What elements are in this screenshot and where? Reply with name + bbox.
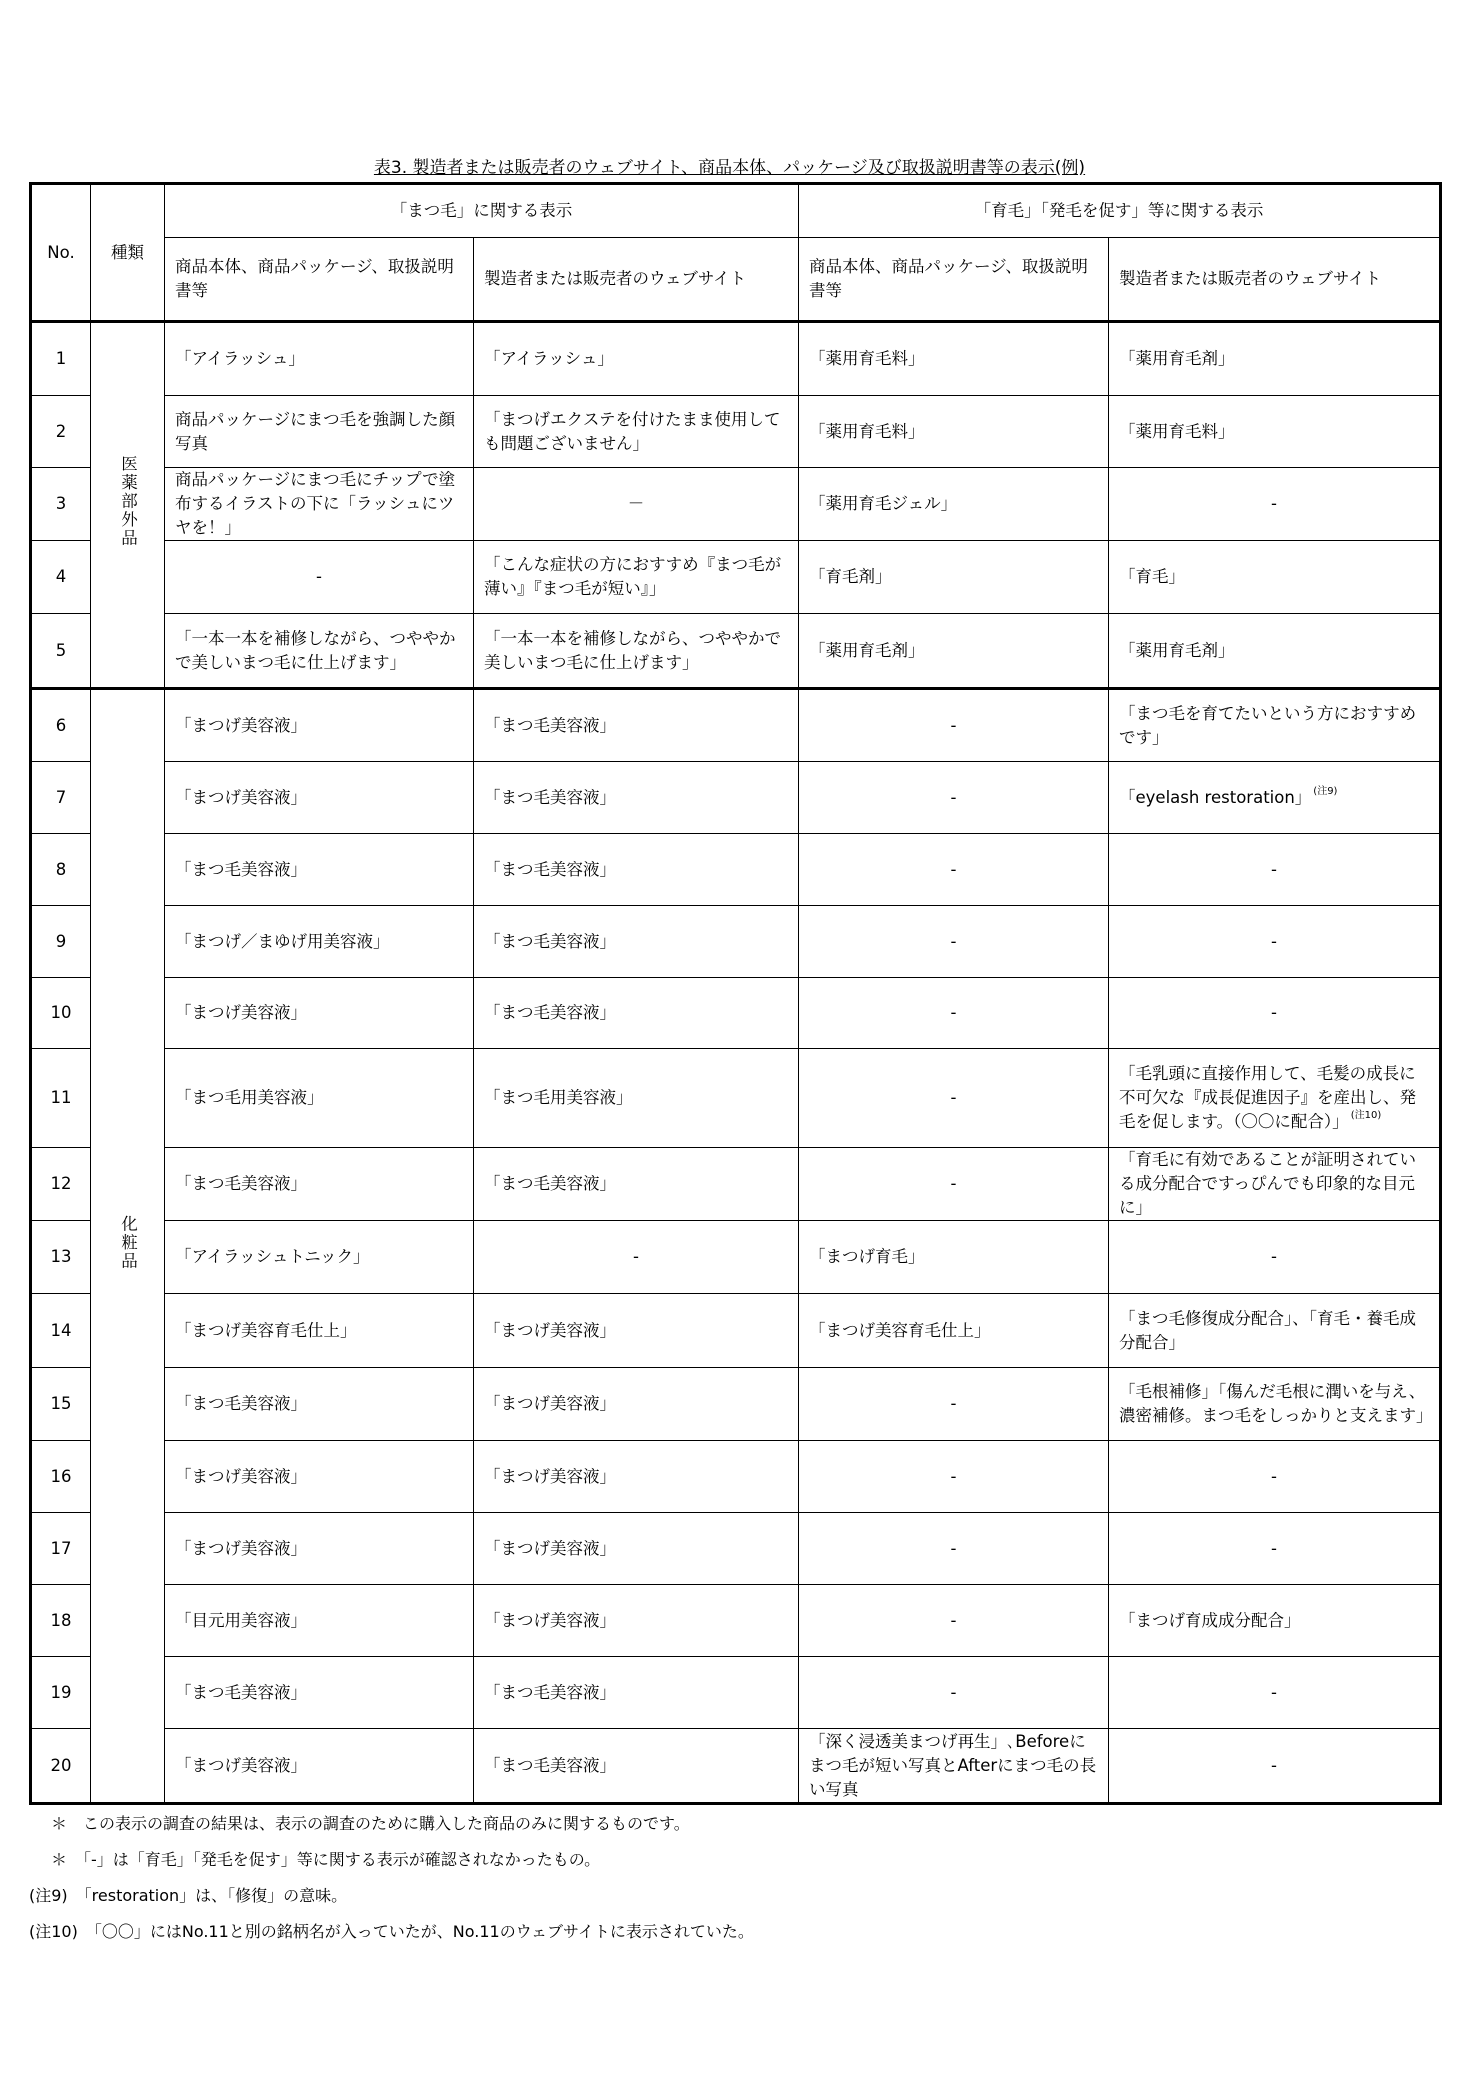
cell-text: - <box>950 1088 957 1107</box>
product-growth-cell <box>799 1729 1109 1804</box>
product-eyelash-cell <box>165 1294 474 1368</box>
website-eyelash-cell <box>474 762 799 834</box>
product-growth-cell <box>799 1585 1109 1657</box>
category-cell <box>91 689 165 1804</box>
product-growth-cell <box>799 1368 1109 1441</box>
footnotes <box>29 1806 754 1950</box>
cell-text: 「まつげ美容液」 <box>484 1466 616 1486</box>
cell-text: 「まつげ美容液」 <box>175 1466 307 1486</box>
product-growth-cell <box>799 614 1109 689</box>
table-row <box>31 468 1441 541</box>
website-eyelash-cell <box>474 1441 799 1513</box>
cell-text: - <box>1271 859 1277 879</box>
cell-text: 「まつげエクステを付けたまま使用しても問題ございません」 <box>484 409 781 453</box>
product-eyelash-cell <box>165 614 474 689</box>
product-growth-cell <box>799 834 1109 906</box>
table-body <box>31 322 1441 1804</box>
row-number: 17 <box>31 1513 91 1585</box>
product-eyelash-cell <box>165 1585 474 1657</box>
cell-text: 「まつげ育毛」 <box>809 1247 925 1266</box>
cell-text: 「アイラッシュ」 <box>484 349 614 368</box>
cell-text: 「まつ毛美容液」 <box>484 931 616 951</box>
footnote: ＊ この表示の調査の結果は、表示の調査のために購入した商品のみに関するものです。 <box>51 1814 690 1833</box>
footnote-ref: (注10) <box>1350 1110 1382 1121</box>
product-eyelash-cell <box>165 1221 474 1294</box>
cell-text: 「まつ毛用美容液」 <box>484 1088 633 1107</box>
cell-text: 「薬用育毛剤」 <box>1119 349 1235 368</box>
cell-text: 「薬用育毛料」 <box>809 349 925 368</box>
website-growth-cell <box>1109 762 1441 834</box>
cell-text: 「こんな症状の方におすすめ『まつ毛が薄い』『まつ毛が短い』」 <box>484 555 782 598</box>
website-growth-cell <box>1109 396 1441 468</box>
row-number: 16 <box>31 1441 91 1513</box>
product-eyelash-cell <box>165 1049 474 1148</box>
row-number: 11 <box>31 1049 91 1148</box>
table-row <box>31 762 1441 834</box>
website-eyelash-cell <box>474 322 799 396</box>
cell-text: 「まつげ美容液」 <box>484 1320 616 1340</box>
display-examples-table <box>29 182 1442 1805</box>
product-growth-cell <box>799 468 1109 541</box>
cell-text: 「薬用育毛剤」 <box>809 640 925 660</box>
cell-text: 「まつ毛美容液」 <box>175 1174 307 1193</box>
cell-text: 「まつ毛美容液」 <box>175 1394 307 1413</box>
cell-text: 「深く浸透美まつげ再生」､Beforeにまつ毛が短い写真とAfterにまつ毛の長い写真 <box>809 1731 1097 1799</box>
row-number: 12 <box>31 1148 91 1221</box>
cell-text: - <box>1271 1682 1277 1702</box>
cell-text: - <box>633 1247 639 1266</box>
cell-text: - <box>950 1003 957 1022</box>
row-number: 4 <box>31 541 91 614</box>
table-row <box>31 689 1441 762</box>
cell-text: 「まつげ美容液」 <box>175 1003 307 1022</box>
website-growth-cell <box>1109 322 1441 396</box>
product-eyelash-cell <box>165 978 474 1049</box>
website-growth-cell <box>1109 1148 1441 1221</box>
footnote-ref: (注9) <box>1313 785 1338 797</box>
header-eyelash-group: 「まつ毛」に関する表示 <box>165 184 799 238</box>
table-row <box>31 906 1441 978</box>
cell-text: 「目元用美容液」 <box>175 1610 307 1630</box>
cell-text: - <box>950 787 957 807</box>
table-row <box>31 1729 1441 1804</box>
cell-text: - <box>950 715 957 735</box>
row-number: 8 <box>31 834 91 906</box>
product-growth-cell <box>799 1294 1109 1368</box>
cell-text: 「まつ毛美容液」 <box>484 787 616 807</box>
website-eyelash-cell <box>474 1368 799 1441</box>
row-number: 7 <box>31 762 91 834</box>
website-eyelash-cell <box>474 396 799 468</box>
cell-text: 「まつげ美容液」 <box>484 1394 616 1413</box>
website-eyelash-cell <box>474 978 799 1049</box>
cell-text: - <box>1271 931 1277 951</box>
product-eyelash-cell <box>165 1729 474 1804</box>
cell-text: - <box>1271 1538 1277 1558</box>
cell-text: 「eyelash restoration」 <box>1119 787 1312 807</box>
website-eyelash-cell <box>474 1221 799 1294</box>
website-growth-cell <box>1109 1441 1441 1513</box>
product-growth-cell <box>799 541 1109 614</box>
table-row <box>31 1148 1441 1221</box>
product-eyelash-cell <box>165 762 474 834</box>
row-number: 20 <box>31 1729 91 1804</box>
website-eyelash-cell <box>474 1049 799 1148</box>
website-growth-cell <box>1109 614 1441 689</box>
cell-text: - <box>950 1394 957 1413</box>
website-growth-cell <box>1109 1294 1441 1368</box>
row-number: 15 <box>31 1368 91 1441</box>
website-eyelash-cell <box>474 689 799 762</box>
website-growth-cell <box>1109 978 1441 1049</box>
website-eyelash-cell <box>474 1148 799 1221</box>
website-growth-cell <box>1109 834 1441 906</box>
cell-text: - <box>1271 1755 1277 1775</box>
product-eyelash-cell <box>165 468 474 541</box>
product-eyelash-cell <box>165 1368 474 1441</box>
cell-text: - <box>950 1466 957 1486</box>
row-number: 6 <box>31 689 91 762</box>
row-number: 9 <box>31 906 91 978</box>
header-growth-group: 「育毛」「発毛を促す」等に関する表示 <box>799 184 1441 238</box>
header-website: 製造者または販売者のウェブサイト <box>474 238 799 322</box>
cell-text: - <box>950 1538 957 1558</box>
table-row <box>31 1657 1441 1729</box>
product-eyelash-cell <box>165 1513 474 1585</box>
cell-text: - <box>1271 494 1277 513</box>
header-category: 種類 <box>91 184 165 322</box>
website-growth-cell <box>1109 1657 1441 1729</box>
cell-text: 「まつげ／まゆげ用美容液」 <box>175 931 390 951</box>
cell-text: 「育毛」 <box>1119 567 1185 586</box>
product-eyelash-cell <box>165 396 474 468</box>
cell-text: - <box>316 567 322 586</box>
row-number: 5 <box>31 614 91 689</box>
product-eyelash-cell <box>165 322 474 396</box>
cell-text: 「まつ毛美容液」 <box>175 1682 307 1702</box>
website-growth-cell <box>1109 541 1441 614</box>
website-growth-cell <box>1109 1221 1441 1294</box>
cell-text: 「まつげ美容育毛仕上」 <box>175 1320 357 1340</box>
cell-text: 「まつ毛美容液」 <box>484 1174 616 1193</box>
cell-text: 「薬用育毛剤」 <box>1119 640 1235 660</box>
cell-text: 「まつげ美容液」 <box>484 1610 616 1630</box>
cell-text: 「まつ毛美容液」 <box>484 1003 616 1022</box>
website-eyelash-cell <box>474 468 799 541</box>
table-row <box>31 541 1441 614</box>
cell-text: 「薬用育毛料」 <box>809 421 925 441</box>
cell-text: 「まつ毛美容液」 <box>484 859 616 879</box>
cell-text: 「毛根補修」「傷んだ毛根に潤いを与え、濃密補修。まつ毛をしっかりと支えます」 <box>1119 1382 1433 1425</box>
cell-text: - <box>950 859 957 879</box>
product-growth-cell <box>799 1049 1109 1148</box>
table-row <box>31 1585 1441 1657</box>
cell-text: 「まつげ美容液」 <box>175 787 307 807</box>
cell-text: 「まつげ美容液」 <box>484 1538 616 1558</box>
website-eyelash-cell <box>474 1585 799 1657</box>
product-growth-cell <box>799 1148 1109 1221</box>
website-growth-cell <box>1109 1049 1441 1148</box>
table-row <box>31 614 1441 689</box>
table-row <box>31 978 1441 1049</box>
cell-text: 「アイラッシュトニック」 <box>175 1247 370 1266</box>
cell-text: 「毛乳頭に直接作用して、毛髪の成長に不可欠な『成長促進因子』を産出し、発毛を促します。（〇〇に配合）」 <box>1119 1064 1416 1131</box>
product-eyelash-cell <box>165 1657 474 1729</box>
product-growth-cell <box>799 1441 1109 1513</box>
cell-text: 「アイラッシュ」 <box>175 349 305 368</box>
cell-text: 「まつ毛美容液」 <box>484 1755 616 1775</box>
cell-text: 「育毛に有効であることが証明されている成分配合ですっぴんでも印象的な目元に」 <box>1119 1150 1416 1217</box>
product-growth-cell <box>799 762 1109 834</box>
cell-text: 商品パッケージにまつ毛にチップで塗布するイラストの下に「ラッシュにツヤを！」 <box>175 470 456 537</box>
table-row <box>31 1441 1441 1513</box>
cell-text: - <box>950 1610 957 1630</box>
header-product: 商品本体、商品パッケージ、取扱説明書等 <box>165 238 474 322</box>
cell-text: - <box>950 1174 957 1193</box>
row-number: 14 <box>31 1294 91 1368</box>
cell-text: 「まつ毛を育てたいという方におすすめです」 <box>1119 703 1417 747</box>
table-row <box>31 1513 1441 1585</box>
cell-text: 「まつ毛修復成分配合」、「育毛・養毛成分配合」 <box>1119 1308 1416 1352</box>
header-no: No. <box>31 184 91 322</box>
category-label: 医薬部外品 <box>118 455 138 548</box>
product-growth-cell <box>799 396 1109 468</box>
product-growth-cell <box>799 322 1109 396</box>
cell-text: 「まつ毛美容液」 <box>175 859 307 879</box>
row-number: 19 <box>31 1657 91 1729</box>
cell-text: 「まつ毛美容液」 <box>484 1682 616 1702</box>
product-eyelash-cell <box>165 1441 474 1513</box>
table-title-text: 表3. 製造者または販売者のウェブサイト、商品本体、パッケージ及び取扱説明書等の表示(例) <box>373 158 1086 178</box>
website-growth-cell <box>1109 689 1441 762</box>
table-row <box>31 1368 1441 1441</box>
cell-text: 「薬用育毛ジェル」 <box>809 494 958 513</box>
website-growth-cell <box>1109 1729 1441 1804</box>
cell-text: - <box>950 931 957 951</box>
header-product-growth: 商品本体、商品パッケージ、取扱説明書等 <box>799 238 1109 322</box>
cell-text: 「まつげ美容育毛仕上」 <box>809 1320 991 1340</box>
website-growth-cell <box>1109 1513 1441 1585</box>
table-row <box>31 1221 1441 1294</box>
product-growth-cell <box>799 1513 1109 1585</box>
cell-text: 「薬用育毛料」 <box>1119 421 1235 441</box>
category-label: 化粧品 <box>118 1214 138 1271</box>
cell-text: 「育毛剤」 <box>809 567 892 586</box>
cell-text: - <box>1271 1003 1277 1022</box>
cell-text: 「まつげ美容液」 <box>175 715 307 735</box>
cell-text: 「まつげ美容液」 <box>175 1755 307 1775</box>
table-row <box>31 1049 1441 1148</box>
website-growth-cell <box>1109 1368 1441 1441</box>
cell-text: 「まつ毛用美容液」 <box>175 1088 324 1107</box>
website-growth-cell <box>1109 468 1441 541</box>
row-number: 10 <box>31 978 91 1049</box>
product-growth-cell <box>799 1657 1109 1729</box>
website-eyelash-cell <box>474 1294 799 1368</box>
cell-text: 「まつ毛美容液」 <box>484 715 616 735</box>
footnote: ＊ 「-」は「育毛」「発毛を促す」等に関する表示が確認されなかったもの。 <box>51 1850 601 1869</box>
product-growth-cell <box>799 978 1109 1049</box>
row-number: 2 <box>31 396 91 468</box>
cell-text: 「まつげ美容液」 <box>175 1538 307 1558</box>
footnote-9: (注9) 「restoration」は、「修復」の意味。 <box>29 1886 348 1905</box>
product-growth-cell <box>799 1221 1109 1294</box>
website-eyelash-cell <box>474 1513 799 1585</box>
cell-text: 「一本一本を補修しながら、つややかで美しいまつ毛に仕上げます」 <box>484 628 781 672</box>
product-eyelash-cell <box>165 906 474 978</box>
cell-text: 「一本一本を補修しながら、つややかで美しいまつ毛に仕上げます」 <box>175 628 456 672</box>
category-cell <box>91 322 165 689</box>
cell-text: - <box>1271 1247 1277 1266</box>
row-number: 18 <box>31 1585 91 1657</box>
row-number: 3 <box>31 468 91 541</box>
footnote-10: (注10) 「〇〇」にはNo.11と別の銘柄名が入っていたが、No.11のウェブサイトに表示されていた。 <box>29 1922 754 1941</box>
row-number: 1 <box>31 322 91 396</box>
header-website-growth: 製造者または販売者のウェブサイト <box>1109 238 1441 322</box>
website-growth-cell <box>1109 1585 1441 1657</box>
cell-text: - <box>950 1682 957 1702</box>
website-eyelash-cell <box>474 614 799 689</box>
website-eyelash-cell <box>474 906 799 978</box>
website-eyelash-cell <box>474 1657 799 1729</box>
table-row <box>31 1294 1441 1368</box>
row-number: 13 <box>31 1221 91 1294</box>
table-row <box>31 322 1441 396</box>
product-eyelash-cell <box>165 689 474 762</box>
table-title <box>0 153 1459 178</box>
table-row <box>31 396 1441 468</box>
cell-text: - <box>1271 1466 1277 1486</box>
website-eyelash-cell <box>474 1729 799 1804</box>
product-eyelash-cell <box>165 834 474 906</box>
product-eyelash-cell <box>165 541 474 614</box>
product-growth-cell <box>799 906 1109 978</box>
website-eyelash-cell <box>474 541 799 614</box>
cell-text: － <box>627 494 645 513</box>
website-eyelash-cell <box>474 834 799 906</box>
website-growth-cell <box>1109 906 1441 978</box>
product-growth-cell <box>799 689 1109 762</box>
table-row <box>31 834 1441 906</box>
cell-text: 「まつげ育成成分配合」 <box>1119 1610 1301 1630</box>
product-eyelash-cell <box>165 1148 474 1221</box>
cell-text: 商品パッケージにまつ毛を強調した顔写真 <box>175 409 456 453</box>
